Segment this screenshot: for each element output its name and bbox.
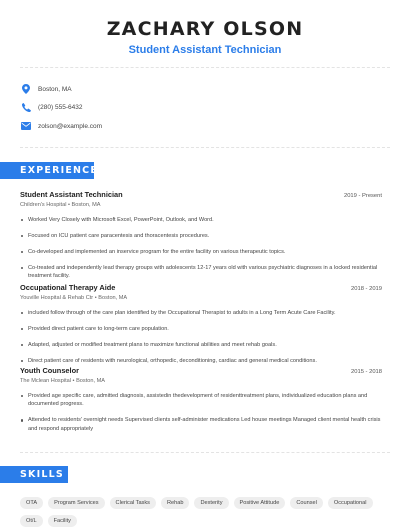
job-org-name: Youville Hospital & Rehab Ctr xyxy=(20,294,94,301)
job-organization: Youville Hospital & Rehab Ctr • Boston, MA xyxy=(20,294,128,301)
contact-block xyxy=(20,80,390,136)
job-bullet: Co-developed and implemented an inservice program for the entire facility on various therapeutic topics. xyxy=(20,248,382,257)
job-title: Youth Counselor xyxy=(20,366,79,375)
job-bullet: Worked Very Closely with Microsoft Excel, PowerPoint, Outlook, and Word. xyxy=(20,216,382,225)
job-bullet: included follow through of the care plan identified by the Occupational Therapist to adults in a Long Term Acute Care Facility. xyxy=(20,309,382,318)
job-bullet: Attended to residents' overnight needs Supervised clients self-administer medications Led house meetings Managed client mental health crisis and respond appropriately xyxy=(20,416,382,433)
job-bullets xyxy=(20,216,382,281)
skills-list xyxy=(20,497,390,527)
skill-chip: Facility xyxy=(48,515,77,527)
job-location: Boston, MA xyxy=(76,377,105,384)
job-org-name: The Mclean Hospital xyxy=(20,377,71,384)
job-organization: The Mclean Hospital • Boston, MA xyxy=(20,377,105,384)
contact-email xyxy=(20,117,390,136)
contact-location xyxy=(20,80,390,99)
experience-heading: EXPERIENCE xyxy=(0,162,94,179)
contact-phone xyxy=(20,99,390,118)
job-bullet: Adapted, adjusted or modified treatment plans to maximize functional abilities and meet rehab goals. xyxy=(20,341,382,350)
envelope-icon xyxy=(20,120,32,132)
job-entry xyxy=(20,283,382,373)
job-bullets xyxy=(20,392,382,434)
experience-divider xyxy=(20,452,390,453)
contact-location-text: Boston, MA xyxy=(38,85,72,93)
phone-icon xyxy=(20,102,32,114)
candidate-title: Student Assistant Technician xyxy=(128,44,282,56)
job-org-name: Children's Hospital xyxy=(20,201,67,208)
job-entry xyxy=(20,366,382,441)
job-title: Student Assistant Technician xyxy=(20,190,123,199)
job-bullets xyxy=(20,309,382,366)
skill-chip: Positive Attitude xyxy=(234,497,286,509)
job-bullet: Focused on ICU patient care paracentesis and thoracentesis procedures. xyxy=(20,232,382,241)
skill-chip: Rehab xyxy=(161,497,189,509)
skills-heading: SKILLS xyxy=(0,466,68,483)
skill-chip: Dexterity xyxy=(194,497,228,509)
job-bullet: Provided direct patient care to long-term care population. xyxy=(20,325,382,334)
contact-divider xyxy=(20,147,390,148)
job-title: Occupational Therapy Aide xyxy=(20,283,116,292)
job-bullet: Provided age specific care, admitted diagnosis, assistedin thedevelopment of residenttreatment plans, individualized education plans and documented progress. xyxy=(20,392,382,409)
job-bullet: Co-treated and independently lead therapy groups with adolescents 12-17 years old with various psychiatric diagnoses in a locked residential treatment facility. xyxy=(20,264,382,281)
contact-email-text: zolson@example.com xyxy=(38,122,103,130)
job-organization: Children's Hospital • Boston, MA xyxy=(20,201,101,208)
location-pin-icon xyxy=(20,83,32,95)
job-entry xyxy=(20,190,382,288)
job-dates: 2015 - 2018 xyxy=(351,369,382,375)
skill-chip: Occupational xyxy=(328,497,373,509)
job-dates: 2019 - Present xyxy=(343,193,382,199)
header-divider xyxy=(20,67,390,68)
candidate-name: ZACHARY OLSON xyxy=(106,18,304,40)
skill-chip: Clerical Tasks xyxy=(110,497,156,509)
job-location: Boston, MA xyxy=(98,294,128,301)
job-location: Boston, MA xyxy=(71,201,101,208)
job-bullet: Direct patient care of residents with neurological, orthopedic, deconditioning, cardiac and general medical conditions. xyxy=(20,357,382,366)
skill-chip: Counsel xyxy=(290,497,323,509)
skill-chip: OTA xyxy=(20,497,43,509)
skill-chip: Ot/L xyxy=(20,515,43,527)
resume-header xyxy=(0,18,410,56)
contact-phone-text: (280) 555-6432 xyxy=(38,104,83,112)
skill-chip: Program Services xyxy=(48,497,104,509)
job-dates: 2018 - 2019 xyxy=(351,286,382,292)
